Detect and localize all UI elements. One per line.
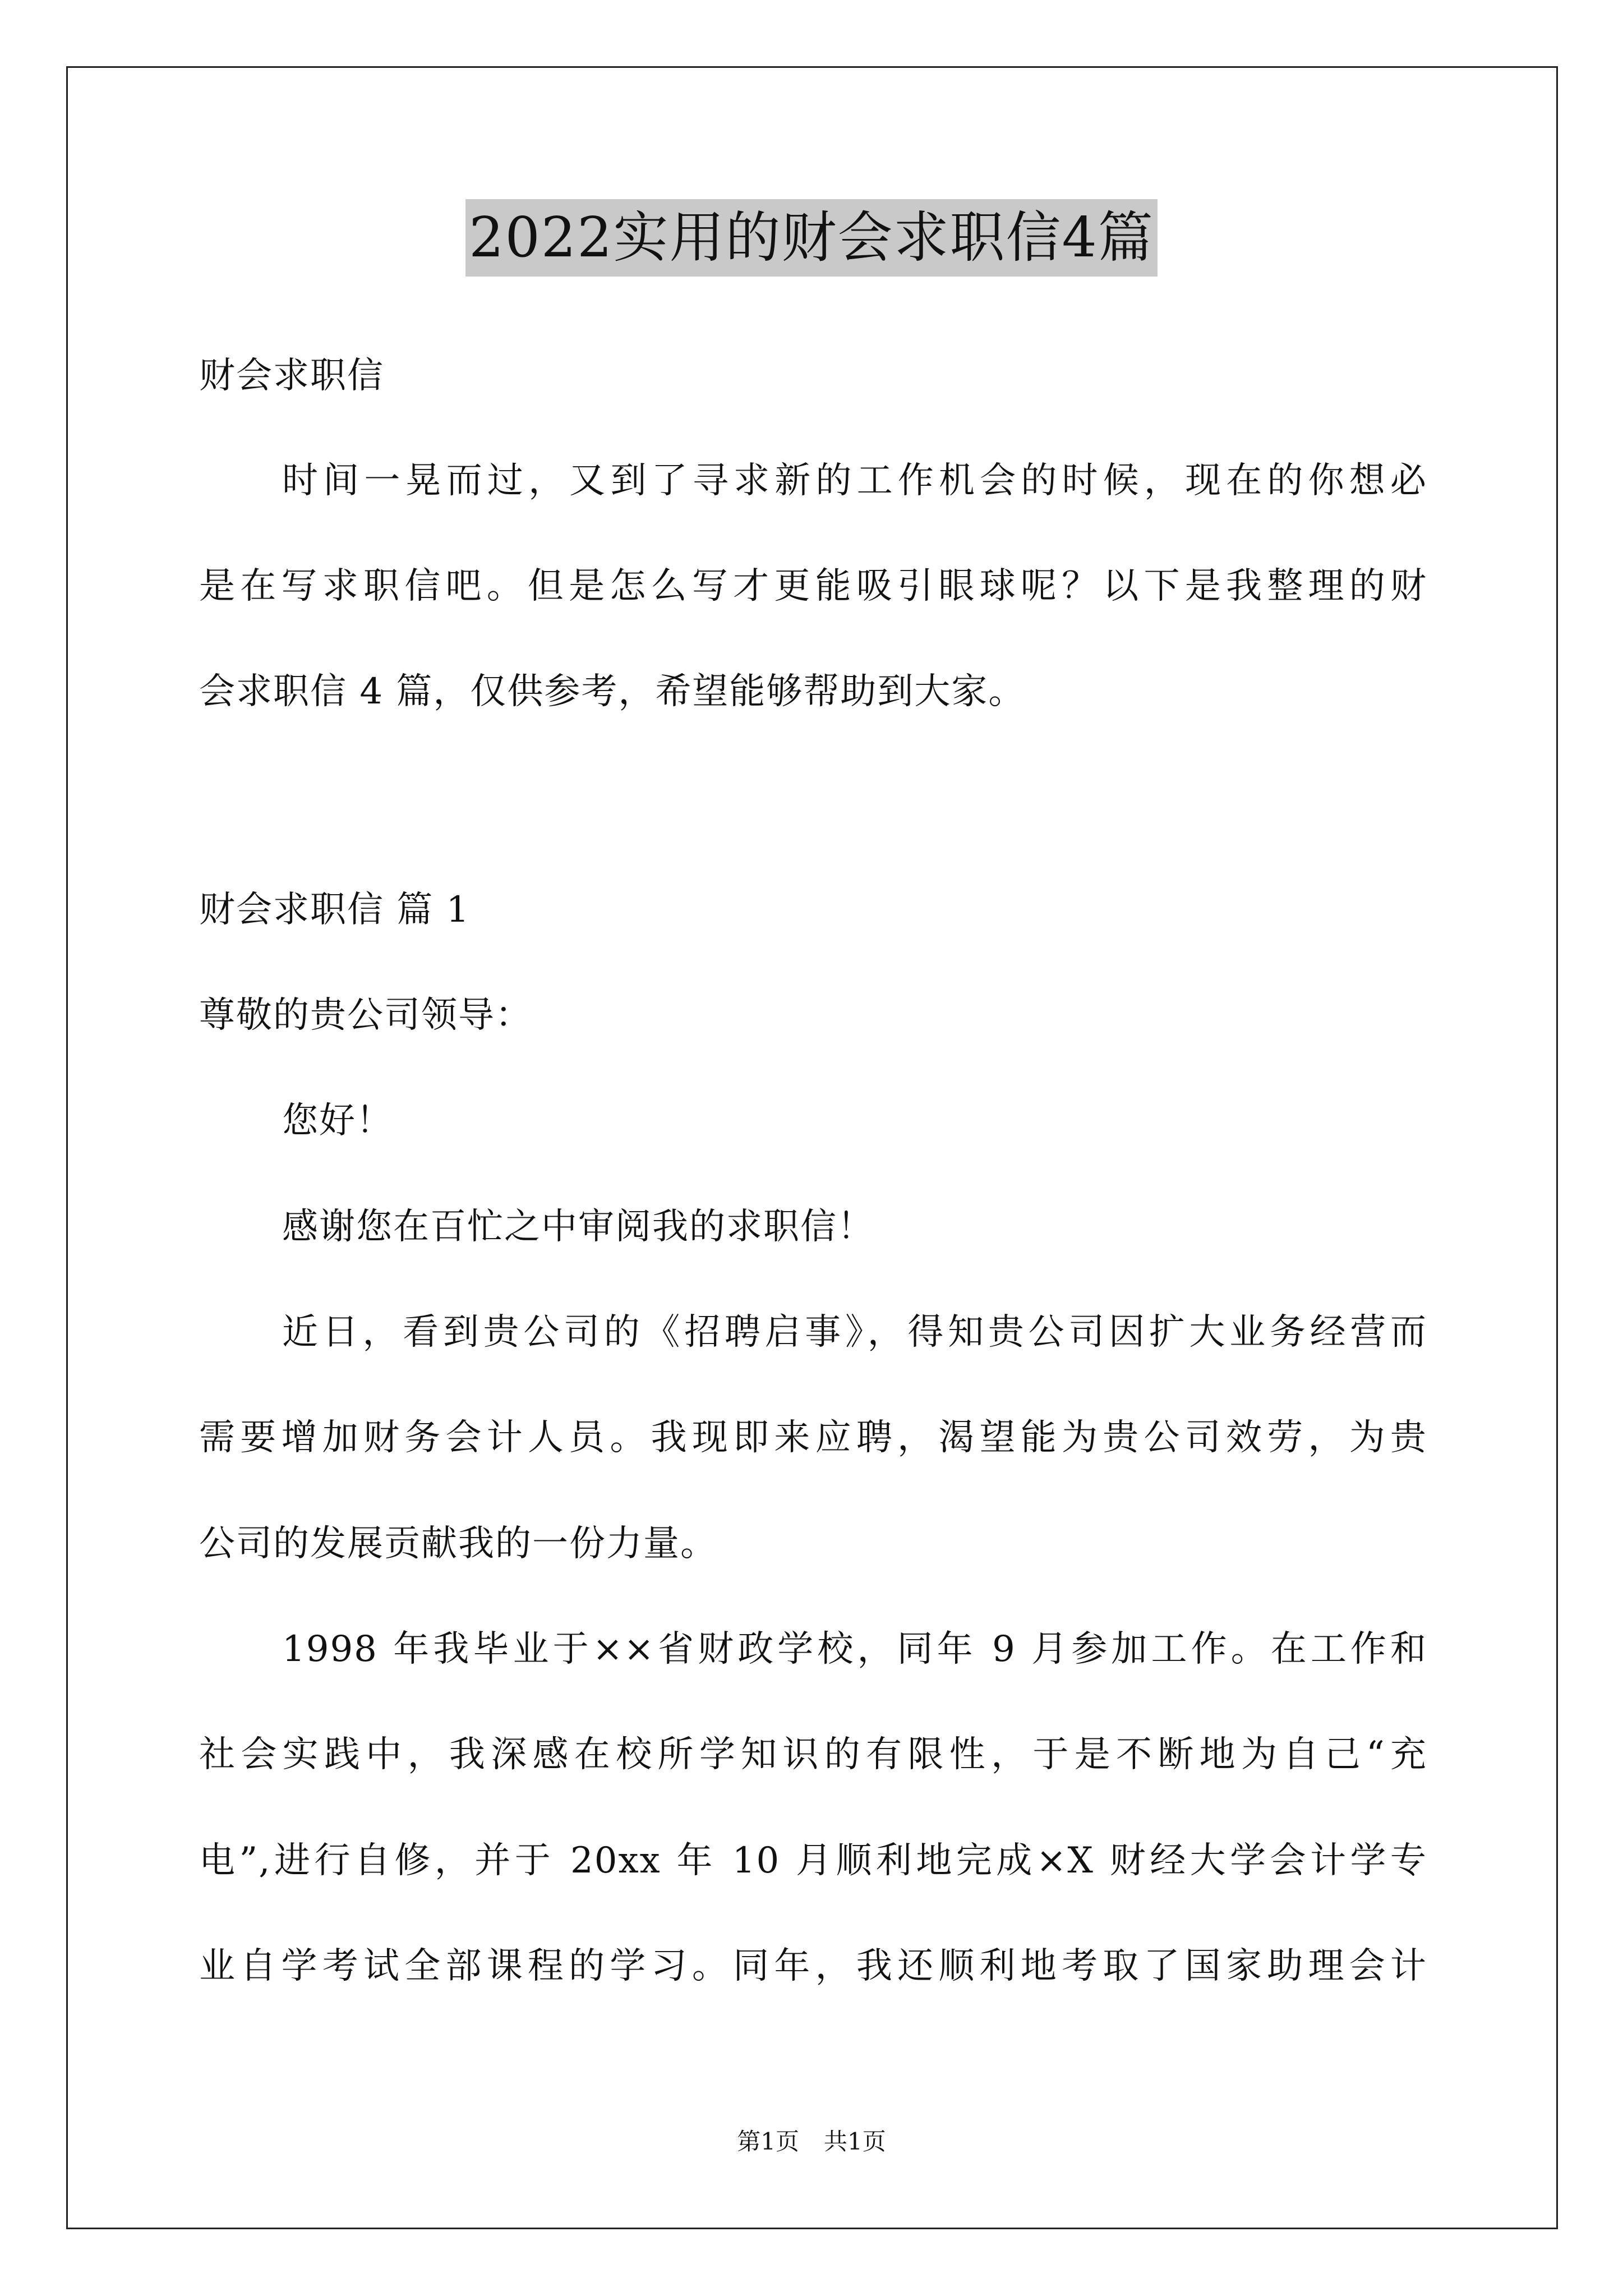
intro-line-3: 会求职信 4 篇，仅供参考，希望能够帮助到大家。: [199, 671, 1026, 712]
page-total: 共1页: [824, 2128, 886, 2155]
intro-line-2: 是在写求职信吧。但是怎么写才更能吸引眼球呢？以下是我整理的财: [199, 565, 1427, 607]
intro-line-1: 时间一晃而过，又到了寻求新的工作机会的时候，现在的你想必: [282, 460, 1427, 501]
para2-line-3: 电”,进行自修，并于 20xx 年 10 月顺利地完成×X 财经大学会计学专: [199, 1840, 1427, 1881]
heading: 财会求职信: [199, 355, 384, 397]
page-number: 第1页: [737, 2128, 799, 2155]
greeting: 您好！: [282, 1100, 393, 1142]
para2-line-1: 1998 年我毕业于××省财政学校，同年 9 月参加工作。在工作和: [282, 1628, 1427, 1670]
para1-line-1: 近日，看到贵公司的《招聘启事》，得知贵公司因扩大业务经营而: [282, 1312, 1427, 1353]
page-footer: [0, 2125, 1623, 2159]
para1-line-2: 需要增加财务会计人员。我现即来应聘，渴望能为贵公司效劳，为贵: [199, 1417, 1427, 1458]
section-title: 财会求职信 篇 1: [199, 889, 471, 931]
para2-line-4: 业自学考试全部课程的学习。同年，我还顺利地考取了国家助理会计: [199, 1945, 1427, 1987]
document-title: 2022实用的财会求职信4篇: [465, 199, 1158, 277]
title-container: [0, 199, 1623, 277]
salutation: 尊敬的贵公司领导：: [199, 995, 532, 1036]
para2-line-2: 社会实践中，我深感在校所学知识的有限性，于是不断地为自己“充: [199, 1734, 1427, 1775]
para1-line-3: 公司的发展贡献我的一份力量。: [199, 1523, 717, 1565]
thanks-line: 感谢您在百忙之中审阅我的求职信！: [282, 1206, 874, 1248]
